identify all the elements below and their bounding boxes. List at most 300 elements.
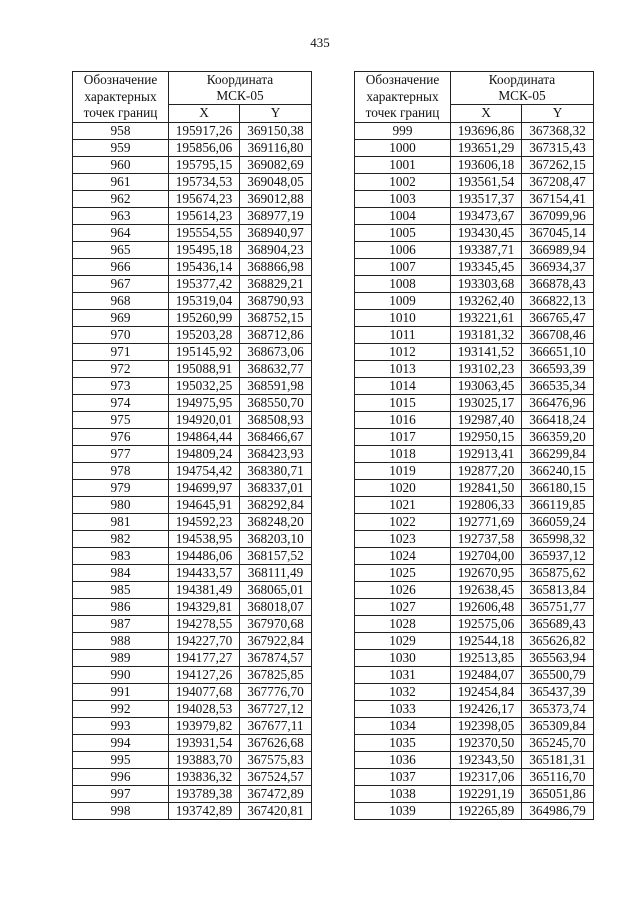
table-row (355, 411, 594, 428)
point-id-cell: 973 (73, 377, 169, 394)
table-row (73, 802, 312, 819)
y-coordinate-cell: 368508,93 (240, 411, 312, 428)
table-row (73, 462, 312, 479)
designation-header-line3: точек границ (83, 105, 158, 120)
x-coordinate-cell: 192398,05 (451, 717, 522, 734)
point-id-cell: 969 (73, 309, 169, 326)
point-id-cell: 1010 (355, 309, 451, 326)
table-row (355, 156, 594, 173)
table-row (355, 173, 594, 190)
point-id-cell: 986 (73, 598, 169, 615)
coordinate-header-line1: Координата (206, 72, 274, 88)
table-row (355, 224, 594, 241)
x-coordinate-cell: 193517,37 (451, 190, 522, 207)
x-coordinate-cell: 195203,28 (169, 326, 240, 343)
point-id-cell: 979 (73, 479, 169, 496)
point-id-cell: 1014 (355, 377, 451, 394)
point-id-cell: 972 (73, 360, 169, 377)
y-coordinate-cell: 366934,37 (522, 258, 594, 275)
x-coordinate-cell: 193651,29 (451, 139, 522, 156)
y-coordinate-cell: 366989,94 (522, 241, 594, 258)
x-coordinate-cell: 195917,26 (169, 122, 240, 139)
table-row (355, 122, 594, 139)
point-id-cell: 960 (73, 156, 169, 173)
point-id-cell: 962 (73, 190, 169, 207)
point-id-cell: 965 (73, 241, 169, 258)
table-row (73, 377, 312, 394)
coordinate-header-line2: МСК-05 (216, 88, 264, 104)
y-coordinate-cell: 368829,21 (240, 275, 312, 292)
point-id-cell: 1020 (355, 479, 451, 496)
y-coordinate-cell: 369116,80 (240, 139, 312, 156)
y-coordinate-cell: 368337,01 (240, 479, 312, 496)
point-id-cell: 1019 (355, 462, 451, 479)
y-coordinate-cell: 367677,11 (240, 717, 312, 734)
point-id-cell: 1011 (355, 326, 451, 343)
x-coordinate-cell: 194177,27 (169, 649, 240, 666)
y-coordinate-cell: 366476,96 (522, 394, 594, 411)
point-id-cell: 994 (73, 734, 169, 751)
y-coordinate-cell: 365500,79 (522, 666, 594, 683)
x-coordinate-cell: 192771,69 (451, 513, 522, 530)
x-coordinate-cell: 194329,81 (169, 598, 240, 615)
y-coordinate-cell: 367776,70 (240, 683, 312, 700)
designation-header-line1: Обозначение (83, 72, 158, 87)
y-coordinate-cell: 365245,70 (522, 734, 594, 751)
point-id-cell: 997 (73, 785, 169, 802)
point-id-cell: 1007 (355, 258, 451, 275)
table-row (355, 292, 594, 309)
point-id-cell: 1029 (355, 632, 451, 649)
y-header: Y (522, 105, 594, 122)
x-coordinate-cell: 192704,00 (451, 547, 522, 564)
point-id-cell: 980 (73, 496, 169, 513)
table-row (73, 309, 312, 326)
point-id-cell: 1021 (355, 496, 451, 513)
y-coordinate-cell: 364986,79 (522, 802, 594, 819)
y-coordinate-cell: 367420,81 (240, 802, 312, 819)
point-id-cell: 1003 (355, 190, 451, 207)
point-id-cell: 1031 (355, 666, 451, 683)
coordinate-header (451, 72, 594, 105)
table-row (73, 547, 312, 564)
point-id-cell: 967 (73, 275, 169, 292)
y-coordinate-cell: 367575,83 (240, 751, 312, 768)
table-row (355, 615, 594, 632)
point-id-cell: 1012 (355, 343, 451, 360)
table-row (73, 292, 312, 309)
designation-header-line2: характерных (84, 88, 157, 104)
x-coordinate-cell: 193221,61 (451, 309, 522, 326)
point-id-cell: 987 (73, 615, 169, 632)
designation-header-line1: Обозначение (365, 72, 440, 87)
x-coordinate-cell: 193931,54 (169, 734, 240, 751)
y-coordinate-cell: 368940,97 (240, 224, 312, 241)
table-row (73, 700, 312, 717)
x-coordinate-cell: 193181,32 (451, 326, 522, 343)
table-row (355, 496, 594, 513)
table-row (355, 139, 594, 156)
point-id-cell: 988 (73, 632, 169, 649)
point-id-cell: 1039 (355, 802, 451, 819)
table-row (355, 343, 594, 360)
table-row (355, 717, 594, 734)
point-id-cell: 964 (73, 224, 169, 241)
point-id-cell: 1008 (355, 275, 451, 292)
y-coordinate-cell: 367970,68 (240, 615, 312, 632)
x-coordinate-cell: 193979,82 (169, 717, 240, 734)
point-id-cell: 1006 (355, 241, 451, 258)
table-row (73, 479, 312, 496)
y-coordinate-cell: 368904,23 (240, 241, 312, 258)
table-row (73, 394, 312, 411)
y-coordinate-cell: 367262,15 (522, 156, 594, 173)
point-id-cell: 1027 (355, 598, 451, 615)
y-coordinate-cell: 368673,06 (240, 343, 312, 360)
table-row (73, 258, 312, 275)
table-row (73, 734, 312, 751)
point-id-cell: 1016 (355, 411, 451, 428)
y-coordinate-cell: 368977,19 (240, 207, 312, 224)
x-coordinate-cell: 192606,48 (451, 598, 522, 615)
x-header: X (169, 105, 240, 122)
point-id-cell: 1013 (355, 360, 451, 377)
table-row (73, 717, 312, 734)
x-coordinate-cell: 192877,20 (451, 462, 522, 479)
y-header: Y (240, 105, 312, 122)
y-coordinate-cell: 366765,47 (522, 309, 594, 326)
y-coordinate-cell: 368248,20 (240, 513, 312, 530)
x-coordinate-cell: 194699,97 (169, 479, 240, 496)
coordinate-header-line1: Координата (488, 72, 556, 88)
point-id-cell: 961 (73, 173, 169, 190)
y-coordinate-cell: 365875,62 (522, 564, 594, 581)
table-row (73, 649, 312, 666)
y-coordinate-cell: 365309,84 (522, 717, 594, 734)
table-row (73, 122, 312, 139)
point-id-cell: 968 (73, 292, 169, 309)
x-coordinate-cell: 192670,95 (451, 564, 522, 581)
point-id-cell: 996 (73, 768, 169, 785)
y-coordinate-cell: 365181,31 (522, 751, 594, 768)
x-coordinate-cell: 193742,89 (169, 802, 240, 819)
y-coordinate-cell: 366593,39 (522, 360, 594, 377)
point-id-cell: 1022 (355, 513, 451, 530)
y-coordinate-cell: 366418,24 (522, 411, 594, 428)
point-id-cell: 971 (73, 343, 169, 360)
point-id-cell: 1026 (355, 581, 451, 598)
y-coordinate-cell: 369048,05 (240, 173, 312, 190)
x-coordinate-cell: 194433,57 (169, 564, 240, 581)
x-coordinate-cell: 195554,55 (169, 224, 240, 241)
x-coordinate-cell: 193345,45 (451, 258, 522, 275)
x-coordinate-cell: 192737,58 (451, 530, 522, 547)
point-id-cell: 1034 (355, 717, 451, 734)
point-id-cell: 978 (73, 462, 169, 479)
table-row (73, 785, 312, 802)
y-coordinate-cell: 366651,10 (522, 343, 594, 360)
table-row (73, 445, 312, 462)
table-row (355, 564, 594, 581)
x-coordinate-cell: 194381,49 (169, 581, 240, 598)
x-coordinate-cell: 192370,50 (451, 734, 522, 751)
x-coordinate-cell: 193883,70 (169, 751, 240, 768)
point-id-cell: 1033 (355, 700, 451, 717)
coordinate-header (169, 72, 312, 105)
y-coordinate-cell: 367315,43 (522, 139, 594, 156)
point-id-cell: 1030 (355, 649, 451, 666)
x-coordinate-cell: 195032,25 (169, 377, 240, 394)
x-coordinate-cell: 194278,55 (169, 615, 240, 632)
table-row (355, 445, 594, 462)
y-coordinate-cell: 368292,84 (240, 496, 312, 513)
y-coordinate-cell: 366822,13 (522, 292, 594, 309)
y-coordinate-cell: 365116,70 (522, 768, 594, 785)
table-body-right (355, 122, 594, 819)
x-coordinate-cell: 195377,42 (169, 275, 240, 292)
x-coordinate-cell: 194645,91 (169, 496, 240, 513)
y-coordinate-cell: 366240,15 (522, 462, 594, 479)
point-id-cell: 1024 (355, 547, 451, 564)
x-coordinate-cell: 195495,18 (169, 241, 240, 258)
table-row (355, 734, 594, 751)
x-coordinate-cell: 192913,41 (451, 445, 522, 462)
x-coordinate-cell: 194028,53 (169, 700, 240, 717)
y-coordinate-cell: 366059,24 (522, 513, 594, 530)
x-coordinate-cell: 194592,23 (169, 513, 240, 530)
y-coordinate-cell: 365998,32 (522, 530, 594, 547)
coordinates-table-left (72, 71, 312, 820)
y-coordinate-cell: 368018,07 (240, 598, 312, 615)
point-id-cell: 990 (73, 666, 169, 683)
table-row (355, 479, 594, 496)
x-coordinate-cell: 192454,84 (451, 683, 522, 700)
table-row (355, 598, 594, 615)
point-id-cell: 975 (73, 411, 169, 428)
table-row (73, 207, 312, 224)
y-coordinate-cell: 365937,12 (522, 547, 594, 564)
y-coordinate-cell: 367727,12 (240, 700, 312, 717)
point-id-cell: 1015 (355, 394, 451, 411)
x-coordinate-cell: 192950,15 (451, 428, 522, 445)
coordinates-table-right (354, 71, 594, 820)
x-coordinate-cell: 193387,71 (451, 241, 522, 258)
table-row (355, 241, 594, 258)
designation-header (73, 72, 169, 123)
y-coordinate-cell: 366299,84 (522, 445, 594, 462)
x-coordinate-cell: 194920,01 (169, 411, 240, 428)
point-id-cell: 991 (73, 683, 169, 700)
point-id-cell: 963 (73, 207, 169, 224)
y-coordinate-cell: 368712,86 (240, 326, 312, 343)
designation-header (355, 72, 451, 123)
point-id-cell: 1028 (355, 615, 451, 632)
point-id-cell: 1038 (355, 785, 451, 802)
x-coordinate-cell: 192841,50 (451, 479, 522, 496)
x-coordinate-cell: 193063,45 (451, 377, 522, 394)
point-id-cell: 993 (73, 717, 169, 734)
point-id-cell: 1002 (355, 173, 451, 190)
x-coordinate-cell: 193303,68 (451, 275, 522, 292)
y-coordinate-cell: 366359,20 (522, 428, 594, 445)
y-coordinate-cell: 366708,46 (522, 326, 594, 343)
point-id-cell: 966 (73, 258, 169, 275)
point-id-cell: 998 (73, 802, 169, 819)
x-coordinate-cell: 193430,45 (451, 224, 522, 241)
point-id-cell: 985 (73, 581, 169, 598)
x-coordinate-cell: 194077,68 (169, 683, 240, 700)
x-coordinate-cell: 192987,40 (451, 411, 522, 428)
table-row (355, 683, 594, 700)
y-coordinate-cell: 368790,93 (240, 292, 312, 309)
y-coordinate-cell: 367626,68 (240, 734, 312, 751)
table-row (355, 700, 594, 717)
table-row (73, 275, 312, 292)
x-coordinate-cell: 193473,67 (451, 207, 522, 224)
point-id-cell: 959 (73, 139, 169, 156)
point-id-cell: 1004 (355, 207, 451, 224)
point-id-cell: 970 (73, 326, 169, 343)
x-coordinate-cell: 193025,17 (451, 394, 522, 411)
x-coordinate-cell: 195145,92 (169, 343, 240, 360)
y-coordinate-cell: 368380,71 (240, 462, 312, 479)
x-coordinate-cell: 192291,19 (451, 785, 522, 802)
table-row (73, 666, 312, 683)
table-row (355, 649, 594, 666)
point-id-cell: 1009 (355, 292, 451, 309)
point-id-cell: 1018 (355, 445, 451, 462)
x-coordinate-cell: 192426,17 (451, 700, 522, 717)
table-row (355, 513, 594, 530)
y-coordinate-cell: 367922,84 (240, 632, 312, 649)
x-coordinate-cell: 194227,70 (169, 632, 240, 649)
x-coordinate-cell: 193262,40 (451, 292, 522, 309)
y-coordinate-cell: 365437,39 (522, 683, 594, 700)
point-id-cell: 1005 (355, 224, 451, 241)
y-coordinate-cell: 367208,47 (522, 173, 594, 190)
point-id-cell: 995 (73, 751, 169, 768)
x-coordinate-cell: 192484,07 (451, 666, 522, 683)
table-row (355, 326, 594, 343)
table-row (355, 802, 594, 819)
table-row (73, 190, 312, 207)
designation-header-line3: точек границ (365, 105, 440, 120)
table-row (355, 462, 594, 479)
y-coordinate-cell: 365689,43 (522, 615, 594, 632)
table-row (73, 173, 312, 190)
x-coordinate-cell: 195319,04 (169, 292, 240, 309)
point-id-cell: 1032 (355, 683, 451, 700)
x-coordinate-cell: 194538,95 (169, 530, 240, 547)
point-id-cell: 974 (73, 394, 169, 411)
y-coordinate-cell: 367154,41 (522, 190, 594, 207)
x-coordinate-cell: 193141,52 (451, 343, 522, 360)
x-coordinate-cell: 194754,42 (169, 462, 240, 479)
x-coordinate-cell: 193696,86 (451, 122, 522, 139)
y-coordinate-cell: 368466,67 (240, 428, 312, 445)
table-body-left (73, 122, 312, 819)
table-row (355, 377, 594, 394)
y-coordinate-cell: 368203,10 (240, 530, 312, 547)
point-id-cell: 1036 (355, 751, 451, 768)
table-row (355, 581, 594, 598)
y-coordinate-cell: 367368,32 (522, 122, 594, 139)
point-id-cell: 984 (73, 564, 169, 581)
table-row (73, 224, 312, 241)
table-row (355, 666, 594, 683)
table-row (355, 428, 594, 445)
designation-header-line2: характерных (366, 88, 439, 104)
x-header: X (451, 105, 522, 122)
y-coordinate-cell: 368591,98 (240, 377, 312, 394)
point-id-cell: 1023 (355, 530, 451, 547)
y-coordinate-cell: 366180,15 (522, 479, 594, 496)
point-id-cell: 1001 (355, 156, 451, 173)
y-coordinate-cell: 365373,74 (522, 700, 594, 717)
point-id-cell: 999 (355, 122, 451, 139)
y-coordinate-cell: 365563,94 (522, 649, 594, 666)
y-coordinate-cell: 365751,77 (522, 598, 594, 615)
point-id-cell: 983 (73, 547, 169, 564)
y-coordinate-cell: 368423,93 (240, 445, 312, 462)
page-number: 435 (310, 35, 330, 50)
y-coordinate-cell: 368866,98 (240, 258, 312, 275)
x-coordinate-cell: 195614,23 (169, 207, 240, 224)
table-row (355, 258, 594, 275)
point-id-cell: 989 (73, 649, 169, 666)
y-coordinate-cell: 366119,85 (522, 496, 594, 513)
x-coordinate-cell: 195088,91 (169, 360, 240, 377)
x-coordinate-cell: 194127,26 (169, 666, 240, 683)
table-row (73, 564, 312, 581)
table-row (73, 530, 312, 547)
x-coordinate-cell: 194975,95 (169, 394, 240, 411)
x-coordinate-cell: 193789,38 (169, 785, 240, 802)
coordinate-header-line2: МСК-05 (498, 88, 546, 104)
table-row (73, 343, 312, 360)
table-row (355, 547, 594, 564)
table-row (73, 241, 312, 258)
x-coordinate-cell: 192638,45 (451, 581, 522, 598)
point-id-cell: 976 (73, 428, 169, 445)
y-coordinate-cell: 367099,96 (522, 207, 594, 224)
x-coordinate-cell: 195795,15 (169, 156, 240, 173)
point-id-cell: 977 (73, 445, 169, 462)
x-coordinate-cell: 192544,18 (451, 632, 522, 649)
table-row (73, 615, 312, 632)
table-row (73, 428, 312, 445)
table-row (355, 275, 594, 292)
y-coordinate-cell: 368752,15 (240, 309, 312, 326)
x-coordinate-cell: 195674,23 (169, 190, 240, 207)
x-coordinate-cell: 192575,06 (451, 615, 522, 632)
x-coordinate-cell: 192343,50 (451, 751, 522, 768)
x-coordinate-cell: 193606,18 (451, 156, 522, 173)
x-coordinate-cell: 192513,85 (451, 649, 522, 666)
table-row (73, 156, 312, 173)
x-coordinate-cell: 195856,06 (169, 139, 240, 156)
x-coordinate-cell: 193102,23 (451, 360, 522, 377)
table-row (73, 683, 312, 700)
y-coordinate-cell: 365813,84 (522, 581, 594, 598)
y-coordinate-cell: 369082,69 (240, 156, 312, 173)
table-row (355, 785, 594, 802)
y-coordinate-cell: 367524,57 (240, 768, 312, 785)
y-coordinate-cell: 368550,70 (240, 394, 312, 411)
x-coordinate-cell: 195260,99 (169, 309, 240, 326)
table-row (355, 190, 594, 207)
table-row (73, 326, 312, 343)
